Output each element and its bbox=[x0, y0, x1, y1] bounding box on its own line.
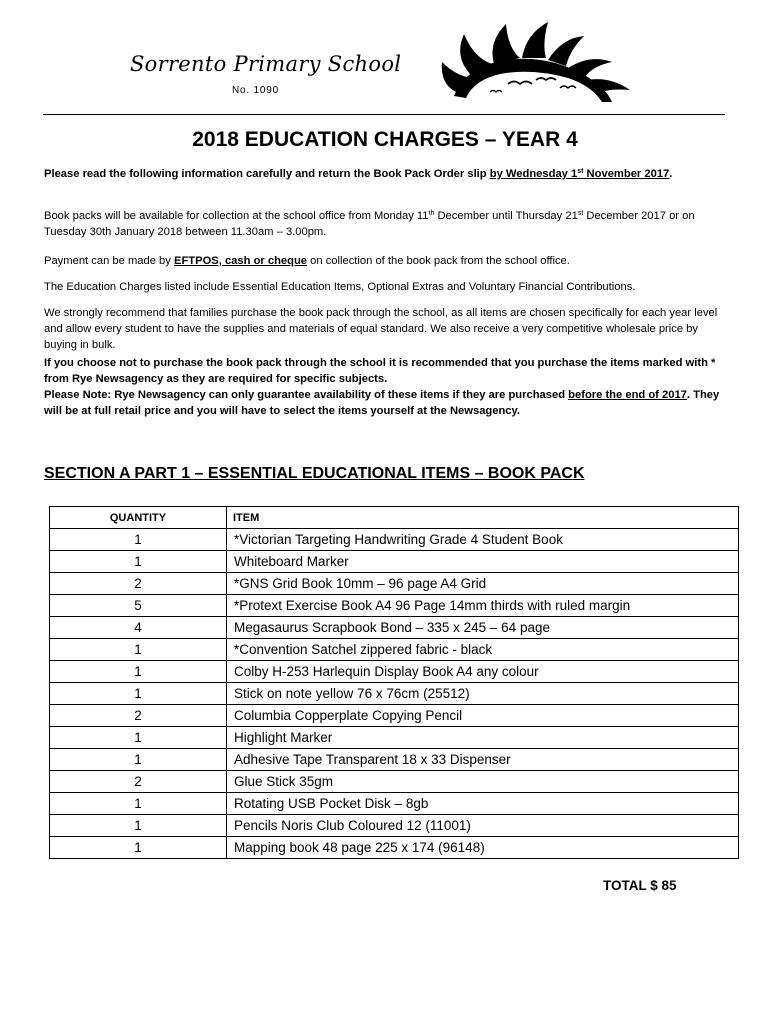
bird-icon bbox=[490, 91, 502, 93]
quantity-cell: 1 bbox=[50, 639, 227, 661]
table-row bbox=[50, 793, 739, 815]
table-row bbox=[50, 727, 739, 749]
quantity-cell: 1 bbox=[50, 529, 227, 551]
total-amount: TOTAL $ 85 bbox=[603, 878, 677, 893]
purchase-deadline: before the end of 2017 bbox=[568, 389, 687, 401]
item-cell: Glue Stick 35gm bbox=[227, 771, 739, 793]
quantity-cell: 1 bbox=[50, 551, 227, 573]
header-divider bbox=[43, 114, 725, 115]
bird-icon bbox=[536, 78, 556, 80]
table-row bbox=[50, 837, 739, 859]
table-row bbox=[50, 639, 739, 661]
payment-info: Payment can be made by EFTPOS, cash or cheque on collection of the book pack from the school office. bbox=[44, 255, 570, 267]
table-row bbox=[50, 683, 739, 705]
item-cell: Whiteboard Marker bbox=[227, 551, 739, 573]
intro-instructions: Please read the following information carefully and return the Book Pack Order slip by Wednesday 1st November 2017. bbox=[44, 168, 673, 180]
quantity-header: QUANTITY bbox=[50, 507, 227, 529]
table-row bbox=[50, 551, 739, 573]
charges-info: The Education Charges listed include Essential Education Items, Optional Extras and Voluntary Financial Contributions. bbox=[44, 281, 636, 293]
school-name: Sorrento Primary School bbox=[130, 52, 402, 76]
sun-ray bbox=[493, 24, 521, 64]
sun-birds-logo bbox=[436, 18, 636, 106]
table-row bbox=[50, 595, 739, 617]
table-row bbox=[50, 529, 739, 551]
quantity-cell: 1 bbox=[50, 683, 227, 705]
newsagency-recommendation: If you choose not to purchase the book pack through the school it is recommended that you purchase the items marked with * from Rye Newsagency as they are required for specific subjects. bbox=[44, 357, 716, 385]
table-row bbox=[50, 771, 739, 793]
quantity-cell: 1 bbox=[50, 661, 227, 683]
payment-methods: EFTPOS, cash or cheque bbox=[173, 255, 308, 267]
item-header: ITEM bbox=[227, 507, 739, 529]
table-row bbox=[50, 573, 739, 595]
sun-ray bbox=[586, 79, 630, 94]
table-row bbox=[50, 749, 739, 771]
item-cell: Rotating USB Pocket Disk – 8gb bbox=[227, 793, 739, 815]
quantity-cell: 2 bbox=[50, 573, 227, 595]
table-header-row bbox=[50, 507, 739, 529]
quantity-cell: 2 bbox=[50, 705, 227, 727]
bird-icon bbox=[508, 82, 532, 85]
item-cell: Megasaurus Scrapbook Bond – 335 x 245 – 64 page bbox=[227, 617, 739, 639]
quantity-cell: 4 bbox=[50, 617, 227, 639]
section-title: SECTION A PART 1 – ESSENTIAL EDUCATIONAL ITEMS – BOOK PACK bbox=[44, 465, 585, 482]
table-row bbox=[50, 617, 739, 639]
item-cell: *Protext Exercise Book A4 96 Page 14mm thirds with ruled margin bbox=[227, 595, 739, 617]
quantity-cell: 2 bbox=[50, 771, 227, 793]
quantity-cell: 1 bbox=[50, 815, 227, 837]
quantity-cell: 1 bbox=[50, 793, 227, 815]
item-cell: Highlight Marker bbox=[227, 727, 739, 749]
sun-ray bbox=[548, 36, 584, 66]
item-cell: *Convention Satchel zippered fabric - black bbox=[227, 639, 739, 661]
return-deadline: by Wednesday 1st November 2017 bbox=[489, 168, 670, 180]
quantity-cell: 5 bbox=[50, 595, 227, 617]
item-cell: Pencils Noris Club Coloured 12 (11001) bbox=[227, 815, 739, 837]
table-row bbox=[50, 661, 739, 683]
quantity-cell: 1 bbox=[50, 749, 227, 771]
page-title: 2018 EDUCATION CHARGES – YEAR 4 bbox=[192, 128, 578, 151]
sun-ray bbox=[522, 22, 548, 58]
bird-icon bbox=[560, 86, 576, 88]
quantity-cell: 1 bbox=[50, 727, 227, 749]
collection-info: Book packs will be available for collection at the school office from Monday 11th December until Thursday 21st December 2017 or on Tuesday 30th January 2018 between 11.30am – 3.00pm. bbox=[44, 210, 695, 238]
item-cell: Adhesive Tape Transparent 18 x 33 Dispenser bbox=[227, 749, 739, 771]
table-row bbox=[50, 705, 739, 727]
school-number: No. 1090 bbox=[232, 85, 279, 96]
table-row bbox=[50, 815, 739, 837]
item-cell: *Victorian Targeting Handwriting Grade 4 Student Book bbox=[227, 529, 739, 551]
recommendation-text: We strongly recommend that families purchase the book pack through the school, as all items are chosen specifically for each year level and allow every student to have the supplies and materials of equal standard. We also receive a very competitive wholesale price by buying in bulk. bbox=[44, 307, 718, 351]
item-cell: *GNS Grid Book 10mm – 96 page A4 Grid bbox=[227, 573, 739, 595]
item-cell: Columbia Copperplate Copying Pencil bbox=[227, 705, 739, 727]
item-cell: Mapping book 48 page 225 x 174 (96148) bbox=[227, 837, 739, 859]
item-cell: Colby H-253 Harlequin Display Book A4 any colour bbox=[227, 661, 739, 683]
newsagency-note: Please Note: Rye Newsagency can only guarantee availability of these items if they are purchased before the end of 2017. They will be at full retail price and you will have to select the items yourself at the Newsagency. bbox=[44, 389, 720, 417]
item-cell: Stick on note yellow 76 x 76cm (25512) bbox=[227, 683, 739, 705]
book-pack-table bbox=[49, 506, 739, 859]
quantity-cell: 1 bbox=[50, 837, 227, 859]
